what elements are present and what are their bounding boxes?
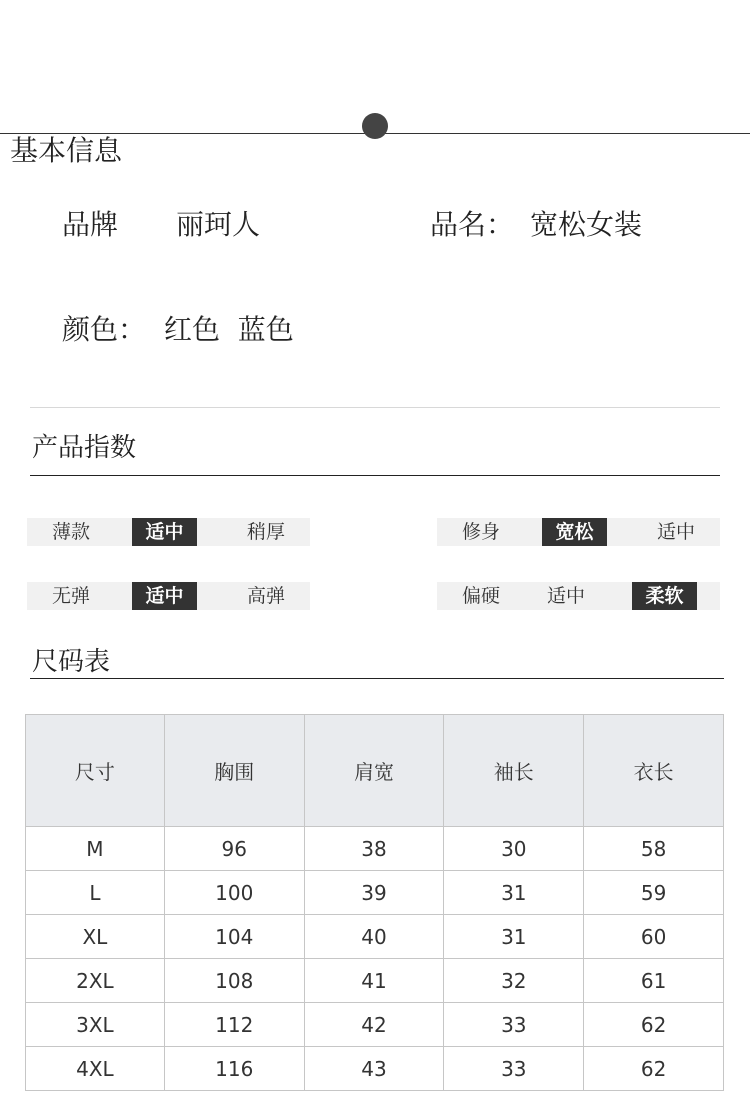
table-cell: L <box>26 871 165 915</box>
table-cell: 30 <box>444 827 584 871</box>
table-cell: 32 <box>444 959 584 1003</box>
table-cell: 112 <box>164 1003 304 1047</box>
table-cell: 58 <box>584 827 724 871</box>
table-row <box>26 827 724 871</box>
scale-option: 薄款 <box>51 521 90 543</box>
size-chart-table <box>25 714 724 1091</box>
table-cell: M <box>26 827 165 871</box>
table-row <box>26 1047 724 1091</box>
table-cell: 41 <box>304 959 444 1003</box>
color-label: 颜色： <box>62 313 147 346</box>
scale-option-selected: 适中 <box>132 518 197 546</box>
table-cell: 3XL <box>26 1003 165 1047</box>
column-header: 衣长 <box>584 715 724 827</box>
brand-label: 品牌 <box>62 208 119 241</box>
table-cell: 62 <box>584 1047 724 1091</box>
column-header: 袖长 <box>444 715 584 827</box>
table-row <box>26 1003 724 1047</box>
table-cell: 31 <box>444 915 584 959</box>
table-row <box>26 871 724 915</box>
basic-info-title: 基本信息 <box>10 134 123 167</box>
scale-option: 偏硬 <box>461 585 500 607</box>
table-cell: 96 <box>164 827 304 871</box>
table-cell: 38 <box>304 827 444 871</box>
scale-option: 无弹 <box>51 585 90 607</box>
table-cell: 4XL <box>26 1047 165 1091</box>
table-cell: 43 <box>304 1047 444 1091</box>
section-divider <box>30 407 720 408</box>
table-row <box>26 915 724 959</box>
table-cell: 59 <box>584 871 724 915</box>
column-header: 尺寸 <box>26 715 165 827</box>
column-header: 胸围 <box>164 715 304 827</box>
scale-option-selected: 适中 <box>132 582 197 610</box>
scale-option: 修身 <box>461 521 500 543</box>
table-cell: 104 <box>164 915 304 959</box>
product-name-value: 宽松女装 <box>530 208 643 241</box>
table-cell: 62 <box>584 1003 724 1047</box>
scale-option: 高弹 <box>246 585 285 607</box>
table-cell: 33 <box>444 1047 584 1091</box>
scale-option: 适中 <box>656 521 695 543</box>
scale-option-selected: 宽松 <box>542 518 607 546</box>
table-cell: 31 <box>444 871 584 915</box>
product-index-title: 产品指数 <box>32 433 137 463</box>
scale-option: 稍厚 <box>246 521 285 543</box>
fit-scale <box>437 518 720 546</box>
scale-option-selected: 柔软 <box>632 582 697 610</box>
table-cell: 2XL <box>26 959 165 1003</box>
table-cell: 33 <box>444 1003 584 1047</box>
thickness-scale <box>27 518 310 546</box>
brand-value: 丽珂人 <box>176 208 261 241</box>
column-header: 肩宽 <box>304 715 444 827</box>
softness-scale <box>437 582 720 610</box>
size-chart-underline <box>30 678 724 679</box>
table-header-row <box>26 715 724 827</box>
scale-option: 适中 <box>546 585 585 607</box>
table-cell: 60 <box>584 915 724 959</box>
table-cell: 42 <box>304 1003 444 1047</box>
table-cell: 100 <box>164 871 304 915</box>
elasticity-scale <box>27 582 310 610</box>
table-cell: 39 <box>304 871 444 915</box>
table-cell: 116 <box>164 1047 304 1091</box>
table-cell: 40 <box>304 915 444 959</box>
product-index-underline <box>30 475 720 476</box>
table-cell: 61 <box>584 959 724 1003</box>
size-chart-title: 尺码表 <box>32 647 111 677</box>
divider-dot <box>362 113 388 139</box>
product-name-label: 品名： <box>430 208 515 241</box>
table-cell: XL <box>26 915 165 959</box>
table-cell: 108 <box>164 959 304 1003</box>
table-row <box>26 959 724 1003</box>
color-value: 红色 蓝色 <box>164 313 294 346</box>
